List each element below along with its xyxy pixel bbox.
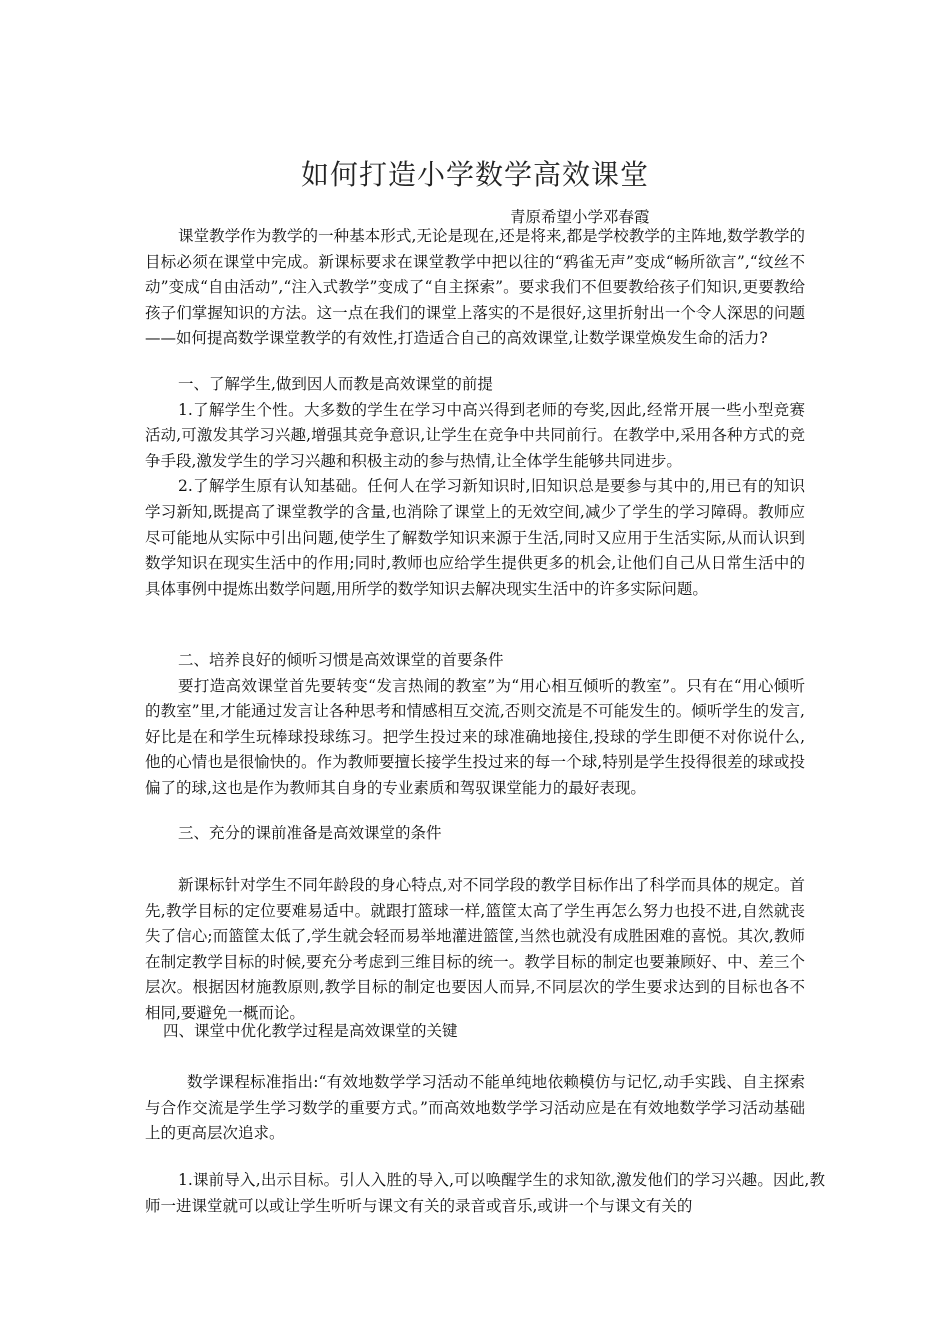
section-3-body-block [145,873,805,1027]
intro-paragraph-block [145,224,805,352]
section-3-paragraph-1: 新课标针对学生不同年龄段的身心特点,对不同学段的教学目标作出了科学而具体的规定。首先,教学目标的定位要难易适中。就跟打篮球一样,篮筐太高了学生再怎么努力也投不进,自然就丧失了信心;而篮筐太低了,学生就会轻而易举地灌进篮筐,当然也就没有成胜困难的喜悦。其次,教师在制定教学目标的时候,要充分考虑到三维目标的统一。教学目标的制定也要兼顾好、中、差三个层次。根据因材施教原则,教学目标的制定也要因人而异,不同层次的学生要求达到的目标也各不相同,要避免一概而论。 [145,876,805,1022]
author-line: 青原希望小学邓春霞 [510,208,650,226]
section-3-heading: 三、充分的课前准备是高效课堂的条件 [178,824,442,842]
section-4-paragraph-2: 1.课前导入,出示目标。引人入胜的导入,可以唤醒学生的求知欲,激发他们的学习兴趣。因此,教师一进课堂就可以或让学生听听与课文有关的录音或音乐,或讲一个与课文有关的 [145,1171,825,1215]
section-1-paragraph-1: 1.了解学生个性。大多数的学生在学习中高兴得到老师的夸奖,因此,经常开展一些小型竞赛活动,可激发其学习兴趣,增强其竞争意识,让学生在竞争中共同前行。在教学中,采用各种方式的竞争手段,激发学生的学习兴趣和积极主动的参与热情,让全体学生能够共同进步。 [145,400,805,470]
section-4-paragraph-1: 数学课程标准指出:“有效地数学学习活动不能单纯地依赖模仿与记忆,动手实践、自主探索与合作交流是学生学习数学的重要方式。”而高效地数学学习活动应是在有效地数学学习活动基础上的更高层次追求。 [145,1073,805,1143]
section-1-heading: 一、了解学生,做到因人而教是高效课堂的前提 [178,375,493,393]
section-2-paragraph-1: 要打造高效课堂首先要转变“发言热闹的教室”为“用心相互倾听的教室”。只有在“用心倾听的教室”里,才能通过发言让各种思考和情感相互交流,否则交流是不可能发生的。倾听学生的发言,好比是在和学生玩棒球投球练习。把学生投过来的球准确地接住,投球的学生即便不对你说什么,他的心情也是很愉快的。作为教师要擅长接学生投过来的每一个球,特别是学生投得很差的球或投偏了的球,这也是作为教师其自身的专业素质和驾驭课堂能力的最好表现。 [145,676,805,797]
document-title: 如何打造小学数学高效课堂 [300,158,649,191]
section-4-heading-block [163,1019,823,1045]
section-3-heading-block [145,821,805,847]
section-4-body-block-2 [145,1168,825,1219]
section-4-body-block [145,1070,805,1147]
section-4-heading: 四、课堂中优化教学过程是高效课堂的关键 [163,1022,458,1040]
intro-paragraph: 课堂教学作为教学的一种基本形式,无论是现在,还是将来,都是学校教学的主阵地,数学教学的目标必须在课堂中完成。新课标要求在课堂教学中把以往的“鸦雀无声”变成“畅所欲言”,“纹丝不动”变成“自由活动”,“注入式教学”变成了“自主探索”。要求我们不但要教给孩子们知识,更要教给孩子们掌握知识的方法。这一点在我们的课堂上落实的不是很好,这里折射出一个令人深思的问题——如何提高数学课堂教学的有效性,打造适合自己的高效课堂,让数学课堂焕发生命的活力? [145,227,805,348]
section-2-heading: 二、培养良好的倾听习惯是高效课堂的首要条件 [178,651,504,669]
section-2 [145,648,805,802]
section-1-paragraph-2: 2.了解学生原有认知基础。任何人在学习新知识时,旧知识总是要参与其中的,用已有的知识学习新知,既提高了课堂教学的含量,也消除了课堂上的无效空间,减少了学生的学习障碍。教师应尽可能地从实际中引出问题,使学生了解数学知识来源于生活,同时又应用于生活实际,从而认识到数学知识在现实生活中的作用;同时,教师也应给学生提供更多的机会,让他们自己从日常生活中的具体事例中提炼出数学问题,用所学的数学知识去解决现实生活中的许多实际问题。 [145,477,805,598]
section-1 [145,372,805,602]
